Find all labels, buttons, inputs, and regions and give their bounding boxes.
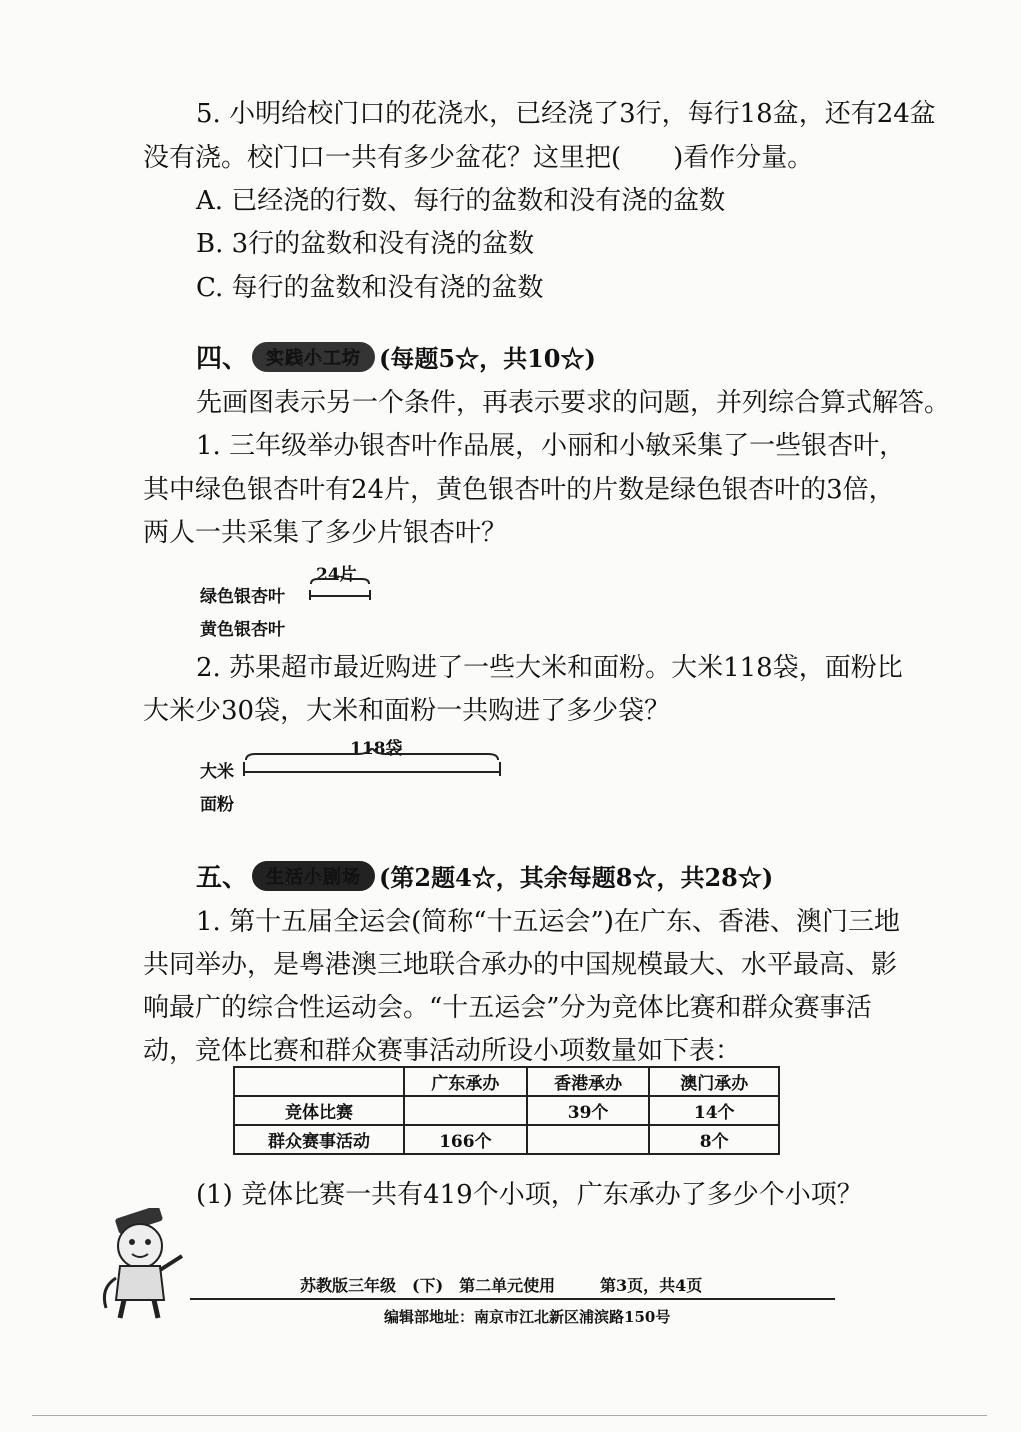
q5-option-b: B. 3行的盆数和没有浇的盆数	[196, 229, 535, 259]
section5-number: 五、	[196, 863, 249, 893]
section4-heading	[196, 338, 596, 375]
events-table	[233, 1066, 780, 1155]
diagram2-flour-label: 面粉	[200, 795, 234, 815]
section5-points: (第2题4☆，其余每题8☆，共28☆)	[379, 863, 774, 892]
table-cell: 166个	[404, 1125, 527, 1154]
section5-p1-line1: 1. 第十五届全运会(简称“十五运会”)在广东、香港、澳门三地	[196, 907, 900, 937]
page-edge-line	[32, 1415, 987, 1416]
table-header-cell: 广东承办	[404, 1067, 527, 1096]
section4-p1-line2: 其中绿色银杏叶有24片，黄色银杏叶的片数是绿色银杏叶的3倍，	[143, 475, 895, 505]
section5-p1-line2: 共同举办，是粤港澳三地联合承办的中国规模最大、水平最高、影	[143, 950, 898, 980]
table-header-cell	[234, 1067, 404, 1096]
section4-p2-line2: 大米少30袋，大米和面粉一共购进了多少袋？	[143, 696, 671, 726]
table-cell: 竞体比赛	[234, 1096, 404, 1125]
section5-banner: 生活小剧场	[252, 861, 375, 891]
q5-option-a: A. 已经浇的行数、每行的盆数和没有浇的盆数	[196, 186, 726, 216]
diagram1-yellow-label: 黄色银杏叶	[200, 620, 285, 640]
table-cell: 8个	[649, 1125, 779, 1154]
section4-banner: 实践小工坊	[252, 342, 375, 372]
diagram1-top-label: 24片	[316, 565, 357, 585]
section5-p1-line4: 动，竞体比赛和群众赛事活动所设小项数量如下表：	[143, 1036, 742, 1066]
diagram2-rice-segment	[238, 748, 508, 778]
table-row	[234, 1096, 779, 1125]
footer-edition: 苏教版三年级 (下) 第二单元使用	[300, 1276, 556, 1295]
q5-line2: 没有浇。校门口一共有多少盆花？这里把( )看作分量。	[143, 143, 814, 173]
section4-p1-line3: 两人一共采集了多少片银杏叶？	[143, 518, 508, 548]
table-row	[234, 1125, 779, 1154]
diagram1-green-segment	[306, 576, 376, 602]
table-header-row	[234, 1067, 779, 1096]
table-cell	[404, 1096, 527, 1125]
section4-points: (每题5☆，共10☆)	[379, 344, 596, 373]
q5-option-c: C. 每行的盆数和没有浇的盆数	[196, 273, 544, 303]
table-cell: 群众赛事活动	[234, 1125, 404, 1154]
table-header-cell: 澳门承办	[649, 1067, 779, 1096]
section4-number: 四、	[196, 344, 249, 374]
table-header-cell: 香港承办	[527, 1067, 650, 1096]
table-cell: 14个	[649, 1096, 779, 1125]
cartoon-cat-mascot-icon	[98, 1208, 193, 1323]
section4-instruction: 先画图表示另一个条件，再表示要求的问题，并列综合算式解答。	[196, 388, 951, 418]
table-cell: 39个	[527, 1096, 650, 1125]
diagram2-rice-label: 大米	[200, 762, 234, 782]
section5-heading	[196, 857, 773, 894]
faint-stamp-top	[632, 265, 709, 362]
diagram2-top-label: 118袋	[350, 739, 403, 759]
section5-sub1: (1) 竞体比赛一共有419个小项，广东承办了多少个小项？	[196, 1180, 863, 1210]
footer-address: 编辑部地址：南京市江北新区浦滨路150号	[384, 1308, 671, 1326]
table-cell	[527, 1125, 650, 1154]
section5-p1-line3: 响最广的综合性运动会。“十五运会”分为竞体比赛和群众赛事活	[143, 993, 872, 1023]
diagram1-green-label: 绿色银杏叶	[200, 587, 285, 607]
section4-p1-line1: 1. 三年级举办银杏叶作品展，小丽和小敏采集了一些银杏叶，	[196, 431, 906, 461]
q5-line1: 5. 小明给校门口的花浇水，已经浇了3行，每行18盆，还有24盆	[196, 99, 936, 129]
footer-divider	[190, 1298, 835, 1300]
section4-p2-line1: 2. 苏果超市最近购进了一些大米和面粉。大米118袋，面粉比	[196, 653, 903, 683]
footer-page-number: 第3页，共4页	[600, 1276, 703, 1295]
